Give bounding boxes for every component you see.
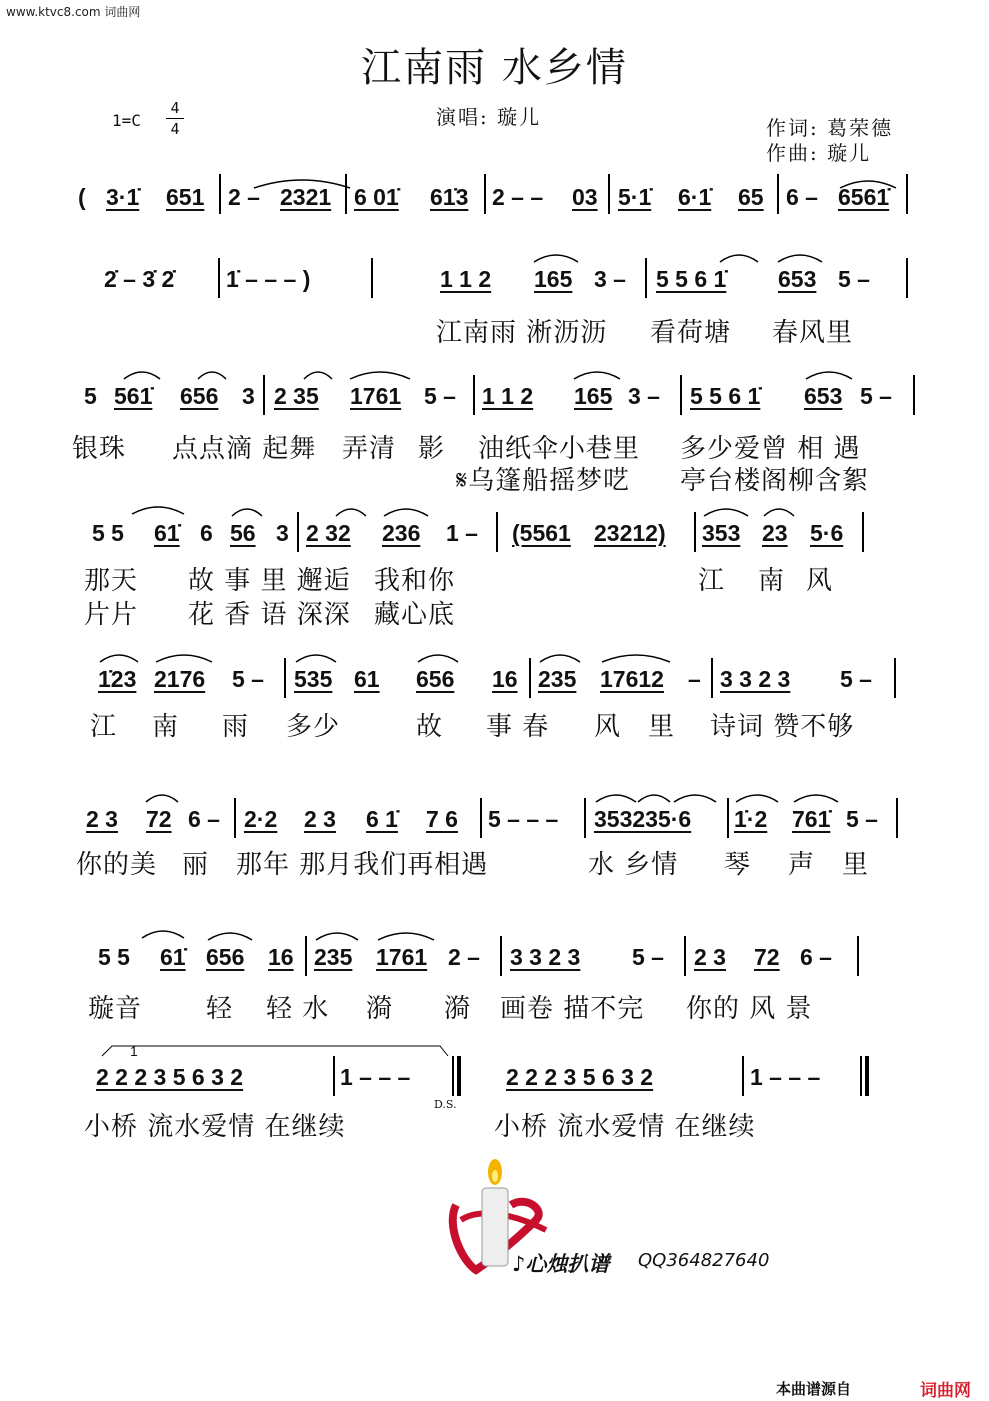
lyric: 诗词 赞不够 xyxy=(710,712,855,742)
note-group: 17612 xyxy=(600,666,664,692)
note-group: 5 – – – xyxy=(488,806,559,832)
note-group: 1 – – – xyxy=(340,1064,411,1090)
note-group: 5·6 xyxy=(810,520,844,546)
score-row-7 xyxy=(0,942,989,986)
tie-arc xyxy=(792,790,840,804)
barline xyxy=(684,936,686,976)
note-group: 2321 xyxy=(280,184,332,210)
note-group: 2·2 xyxy=(244,806,278,832)
tie-arc xyxy=(838,176,898,190)
lyric: 南 xyxy=(152,712,180,742)
tie-arc xyxy=(376,928,436,942)
note-group: 65 xyxy=(738,184,764,210)
note-group: 1 1 2 xyxy=(482,383,534,409)
note-group: 535 xyxy=(294,666,333,692)
lyric: 漪 xyxy=(444,994,472,1024)
barline xyxy=(371,258,373,298)
barline xyxy=(608,174,610,214)
barline xyxy=(694,512,696,552)
barline xyxy=(484,174,486,214)
note-group: 5 – xyxy=(838,266,870,292)
tie-arc xyxy=(702,504,750,518)
note-group: 2 32 xyxy=(306,520,351,546)
note-group: 6 – xyxy=(800,944,832,970)
lyric: 丽 xyxy=(182,850,210,880)
note-group: 6 01̇ xyxy=(354,184,399,210)
site-logo: 词曲网 xyxy=(920,1381,971,1401)
note-group: 3 xyxy=(276,520,289,546)
site-header: www.ktvc8.com 词曲网 xyxy=(6,5,141,19)
lyric: 江 xyxy=(90,712,118,742)
note-group: 1 – xyxy=(446,520,478,546)
barline xyxy=(680,375,682,415)
note-group: 3 – xyxy=(594,266,626,292)
note-group: 1̇23 xyxy=(98,666,137,692)
barline xyxy=(645,258,647,298)
note-group: 6 – xyxy=(786,184,818,210)
note-group: 2176 xyxy=(154,666,206,692)
composer-credit: 作曲: 璇儿 xyxy=(766,141,872,165)
tie-arc xyxy=(206,928,254,942)
tie-arc xyxy=(154,650,214,664)
note-group: 6 xyxy=(200,520,213,546)
barline xyxy=(777,174,779,214)
source-note: 本曲谱源自 xyxy=(776,1380,852,1398)
song-title: 江南雨 水乡情 xyxy=(361,45,628,91)
note-group: 6·1̇ xyxy=(678,184,712,210)
note-group: 61̇3 xyxy=(430,184,469,210)
lyric: 银珠 xyxy=(72,434,127,464)
tie-arc xyxy=(572,367,622,381)
tie-arc xyxy=(334,504,368,518)
lyric: 璇音 xyxy=(88,994,143,1024)
note-group: 1761 xyxy=(376,944,428,970)
lyricist-credit: 作词: 葛荣德 xyxy=(766,116,894,140)
note-group: 6561̇ xyxy=(838,184,890,210)
note-group: 2 – xyxy=(448,944,480,970)
lyric: 多少爱曾 相 遇 xyxy=(680,434,861,464)
note-group: 2 3 xyxy=(694,944,726,970)
barline xyxy=(862,512,864,552)
note-group: 3·1̇ xyxy=(106,184,140,210)
barline xyxy=(473,375,475,415)
lyric: 故 xyxy=(416,712,444,742)
lyric: 小桥 流水爱情 在继续 xyxy=(84,1112,346,1142)
note-group: 2 3 xyxy=(86,806,118,832)
tie-arc xyxy=(302,367,334,381)
tie-arc xyxy=(140,926,186,940)
tie-arc xyxy=(196,367,228,381)
lyric: 我和你 xyxy=(374,566,456,596)
barline-end xyxy=(457,1056,461,1096)
note-group: 5·1̇ xyxy=(618,184,652,210)
tie-arc xyxy=(382,504,430,518)
barline xyxy=(711,658,713,698)
note-group: 6 1̇ xyxy=(366,806,398,832)
note-group: 56 xyxy=(230,520,256,546)
note-group: 236 xyxy=(382,520,421,546)
note-group: 2̇ – 3̇ 2̇ xyxy=(104,266,175,292)
lyric-verse2: 片片 xyxy=(84,600,139,630)
score-row-8 xyxy=(0,1043,989,1111)
note-group: 235 xyxy=(314,944,353,970)
note-group: 1761 xyxy=(350,383,402,409)
note-group: 165 xyxy=(534,266,573,292)
tie-arc xyxy=(718,250,760,264)
note-group: 72 xyxy=(146,806,172,832)
barline xyxy=(727,798,729,838)
note-group: 656 xyxy=(180,383,219,409)
volta-bracket xyxy=(100,1038,450,1060)
note-group: 653 xyxy=(804,383,843,409)
score-row-2 xyxy=(0,264,989,308)
tie-arc xyxy=(804,367,854,381)
note-group: 5 – xyxy=(846,806,878,832)
note-group: 2 2 2 3 5 6 3 2 xyxy=(96,1064,244,1090)
note-group: 5 5 6 1̇ xyxy=(690,383,761,409)
lyric-verse2: 𝄋乌篷船摇梦呓 xyxy=(456,466,631,496)
lyric: 看荷塘 xyxy=(650,318,732,348)
note-group: 5 5 6 1̇ xyxy=(656,266,727,292)
barline xyxy=(234,798,236,838)
barline xyxy=(297,512,299,552)
note-group: ( xyxy=(78,184,86,210)
lyric: 你的 风 景 xyxy=(686,994,813,1024)
time-top: 4 xyxy=(170,99,180,117)
tie-arc xyxy=(98,650,140,664)
note-group: 353 xyxy=(702,520,741,546)
lyric: 画卷 描不完 xyxy=(500,994,645,1024)
note-group: 5 5 xyxy=(98,944,130,970)
note-group: 165 xyxy=(574,383,613,409)
note-group: 72 xyxy=(754,944,780,970)
lyric: 油纸伞小巷里 xyxy=(478,434,641,464)
tie-arc xyxy=(538,650,582,664)
tie-arc xyxy=(600,650,672,664)
barline xyxy=(894,658,896,698)
note-group: 353235·6 xyxy=(594,806,692,832)
lyric: 故 事 里 邂逅 xyxy=(188,566,351,596)
barline xyxy=(284,658,286,698)
singer-credit: 演唱: 璇儿 xyxy=(436,105,542,129)
lyric: 你的美 xyxy=(76,850,158,880)
note-group: 2 3 xyxy=(304,806,336,832)
note-group: (5561 xyxy=(512,520,571,546)
tie-arc xyxy=(672,790,718,804)
barline xyxy=(219,174,221,214)
time-signature xyxy=(166,98,184,139)
lyric: 弄清 xyxy=(342,434,397,464)
note-group: 5 5 xyxy=(92,520,124,546)
barline xyxy=(906,174,908,214)
lyric: 那天 xyxy=(84,566,139,596)
note-group: 653 xyxy=(778,266,817,292)
tie-arc xyxy=(594,790,638,804)
volta-number: 1 xyxy=(130,1043,138,1059)
tie-arc xyxy=(230,504,264,518)
note-group: – xyxy=(688,666,701,692)
note-group: 3 3 2 3 xyxy=(510,944,581,970)
tie-arc xyxy=(734,790,780,804)
lyric-verse2: 花 香 语 深深 xyxy=(188,600,351,630)
lyric: 江 xyxy=(698,566,726,596)
tie-arc xyxy=(314,928,360,942)
lyric: 影 xyxy=(418,434,446,464)
lyric: 轻 水 xyxy=(266,994,330,1024)
lyric: 点点滴 起舞 xyxy=(172,434,317,464)
tie-arc xyxy=(144,790,180,804)
barline xyxy=(333,1056,335,1096)
lyric: 轻 xyxy=(206,994,234,1024)
note-group: 5 – xyxy=(840,666,872,692)
barline xyxy=(218,258,220,298)
lyric: 里 xyxy=(842,850,870,880)
barline xyxy=(529,658,531,698)
lyric: 水 乡情 xyxy=(588,850,679,880)
note-group: 3 3 2 3 xyxy=(720,666,791,692)
lyric: 漪 xyxy=(366,994,394,1024)
barline xyxy=(500,936,502,976)
score-row-3 xyxy=(0,381,989,425)
note-group: 1̇·2 xyxy=(734,806,768,832)
note-group: 7 6 xyxy=(426,806,458,832)
barline xyxy=(906,258,908,298)
score-row-6 xyxy=(0,804,989,848)
barline xyxy=(857,936,859,976)
note-group: 5 – xyxy=(424,383,456,409)
tie-arc xyxy=(252,176,352,190)
barline xyxy=(896,798,898,838)
note-group: 6 – xyxy=(188,806,220,832)
note-group: 23 xyxy=(762,520,788,546)
lyric-verse2: 藏心底 xyxy=(374,600,456,630)
lyric: 声 xyxy=(788,850,816,880)
tie-arc xyxy=(130,502,186,516)
brand-name: ♪心烛扒谱 xyxy=(512,1252,610,1276)
note-group: 2 35 xyxy=(274,383,319,409)
tie-arc xyxy=(532,250,580,264)
note-group: 761̇ xyxy=(792,806,831,832)
note-group: 61̇ xyxy=(154,520,180,546)
lyric: 琴 xyxy=(724,850,752,880)
tie-arc xyxy=(122,367,162,381)
note-group: 561̇ xyxy=(114,383,153,409)
note-group: 1̇ – – – ) xyxy=(226,266,311,292)
note-group: 5 – xyxy=(632,944,664,970)
note-group: 5 xyxy=(84,383,97,409)
tie-arc xyxy=(776,250,824,264)
note-group: 16 xyxy=(268,944,294,970)
note-group: 16 xyxy=(492,666,518,692)
note-group: 61 xyxy=(354,666,380,692)
tie-arc xyxy=(294,650,338,664)
barline xyxy=(742,1056,744,1096)
note-group: 1 – – – xyxy=(750,1064,821,1090)
time-bottom: 4 xyxy=(166,118,184,139)
note-group: 3 xyxy=(242,383,255,409)
barline xyxy=(860,1056,862,1096)
barline xyxy=(480,798,482,838)
note-group: 2 – xyxy=(228,184,260,210)
barline xyxy=(584,798,586,838)
note-group: 5 – xyxy=(860,383,892,409)
tie-arc xyxy=(416,650,460,664)
note-group: 03 xyxy=(572,184,598,210)
barline xyxy=(263,375,265,415)
barline xyxy=(305,936,307,976)
note-group: 23212) xyxy=(594,520,666,546)
note-group: 1 1 2 xyxy=(440,266,492,292)
score-row-4 xyxy=(0,518,989,562)
lyric: 春风里 xyxy=(772,318,854,348)
note-group: 656 xyxy=(206,944,245,970)
lyric: 雨 xyxy=(222,712,250,742)
qq-number: QQ364827640 xyxy=(638,1250,770,1271)
barline xyxy=(452,1056,454,1096)
tie-arc xyxy=(348,367,412,381)
note-group: 235 xyxy=(538,666,577,692)
note-group: 656 xyxy=(416,666,455,692)
note-group: 61̇ xyxy=(160,944,186,970)
lyric-verse2: 亭台楼阁柳含絮 xyxy=(680,466,870,496)
score-row-5 xyxy=(0,664,989,708)
lyric: 多少 xyxy=(286,712,341,742)
note-group: 651 xyxy=(166,184,205,210)
barline xyxy=(913,375,915,415)
lyric: 事 春 xyxy=(486,712,550,742)
note-group: 5 – xyxy=(232,666,264,692)
ds-mark: D.S. xyxy=(434,1098,457,1111)
key-signature: 1=C xyxy=(112,111,141,130)
tie-arc xyxy=(636,790,672,804)
score-row-1 xyxy=(0,182,989,226)
lyric: 小桥 流水爱情 在继续 xyxy=(494,1112,756,1142)
note-group: 3 – xyxy=(628,383,660,409)
lyric: 江南雨 淅沥沥 xyxy=(436,318,608,348)
barline xyxy=(496,512,498,552)
barline-end xyxy=(865,1056,869,1096)
tie-arc xyxy=(762,504,796,518)
note-group: 2 2 2 3 5 6 3 2 xyxy=(506,1064,654,1090)
note-group: 2 – – xyxy=(492,184,544,210)
lyric: 里 xyxy=(648,712,676,742)
lyric: 南 xyxy=(758,566,786,596)
lyric: 风 xyxy=(594,712,622,742)
lyric: 风 xyxy=(806,566,834,596)
lyric: 那年 那月我们再相遇 xyxy=(236,850,489,880)
